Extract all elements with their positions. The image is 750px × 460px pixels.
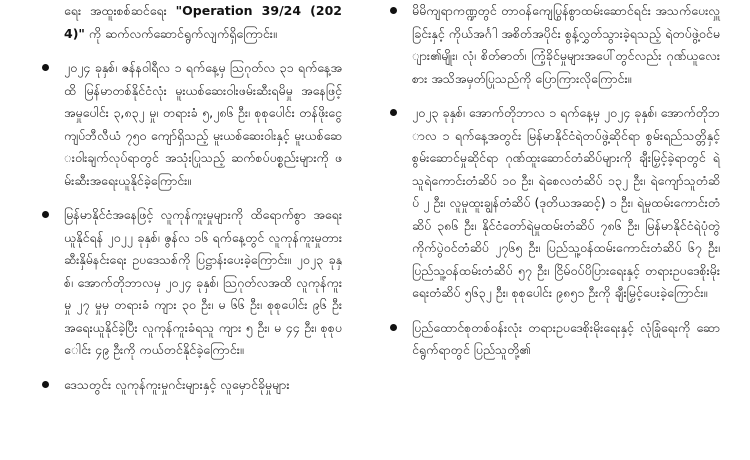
- intro-line-2: ကို ဆက်လက်ဆောင်ရွက်လျက်ရှိကြောင်း။: [88, 25, 277, 41]
- list-item-text: ပြည်ထောင်စုတစ်ဝန်းလုံး တရားဥပဒေစိုးမိုးရေးနှင့် လုံခြုံရေးကို ဆောင်ရွက်ရာတွင် ပြည်သူတို့၏: [412, 319, 720, 357]
- bullet-icon: [42, 381, 49, 388]
- bullet-icon: [390, 109, 397, 116]
- list-item: [390, 317, 720, 362]
- list-item-text: ၂၀၂၄ ခုနှစ်၊ ဇန်နဝါရီလ ၁ ရက်နေ့မှ ဩဂုတ်လ ၃၁ ရက်နေ့အထိ မြန်မာတစ်နိုင်ငံလုံး မူးယစ်ဆေးဝါးဖမ်းဆီးရမိမှု အနေဖြင့် အမှုပေါင်း ၃,၈၃၂ မှု၊ တရားခံ ၅,၂၈၆ ဦး၊ စုစုပေါင်း တန်ဖိုးငွေကျပ်ဘီလီယံ ၇၅၀ ကျော်ရှိသည့် မူးယစ်ဆေးဝါးနှင့် မူးယစ်ဆေးဝါးချက်လုပ်ရာတွင် အသုံးပြုသည့် ဆက်စပ်ပစ္စည်းများကို ဖမ်းဆီးအရေးယူနိုင်ခဲ့ကြောင်း။: [64, 60, 342, 188]
- list-item-text: ဒေသတွင်း လူကုန်ကူးမှုဂင်းများနှင့် လူမှောင်ခိုမှုများ: [64, 376, 290, 392]
- bullet-icon: [42, 211, 49, 218]
- list-item: [390, 102, 720, 305]
- intro-paragraph: [42, 0, 342, 45]
- intro-text: မိမိကျရာကဏ္ဍတွင် တာဝန်ကျေပြွန်စွာထမ်းဆောင်ရင်း အသက်ပေးလှူခြင်းနှင့် ကိုယ်အင်္ဂါ အစိတ်အပိုင်း စွန့်လွှတ်သွားခဲ့ရသည့် ရဲတပ်ဖွဲ့ဝင်များ၏မျိုး၊ လုံ၊ စိတ်ဓာတ်၊ ကြံ့ခိုင်မှုများအပေါ်တွင်လည်း ဂုဏ်ယူလေးစား အသိအမှတ်ပြုသည်ကို ပြောကြားလိုကြောင်း။: [412, 3, 720, 86]
- bullet-icon: [390, 7, 397, 14]
- intro-paragraph: [390, 0, 720, 90]
- left-column: [42, 0, 342, 408]
- bullet-icon: [390, 324, 397, 331]
- operation-name: "Operation 39/24 (2024)": [64, 3, 342, 41]
- list-item: [42, 57, 342, 192]
- bullet-icon: [42, 64, 49, 71]
- list-item: [42, 374, 342, 397]
- list-item-text: မြန်မာနိုင်ငံအနေဖြင့် လူကုန်ကူးမှုများကို ထိရောက်စွာ အရေးယူနိုင်ရန် ၂၀၂၂ ခုနှစ်၊ ဇွန်လ ၁၆ ရက်နေ့တွင် လူကုန်ကူးမှုတားဆီးနှိမ်နင်းရေး ဥပဒေသစ်ကို ပြဋ္ဌာန်းပေးခဲ့ကြောင်း။ ၂၀၂၃ ခုနှစ်၊ အောက်တိုဘာလမှ ၂၀၂၄ ခုနှစ်၊ ဩဂုတ်လအထိ လူကုန်ကူးမှု ၂၇ မှုမှ တရားခံ ကျား ၃၀ ဦး၊ မ ၆၆ ဦး၊ စုစုပေါင်း ၉၆ ဦး အရေးယူနိုင်ခဲ့ပြီး လူကုန်ကူးခံရသူ ကျား ၅ ဦး၊ မ ၄၄ ဦး၊ စုစုပေါင်း ၄၉ ဦးကို ကယ်တင်နိုင်ခဲ့ကြောင်း။: [64, 207, 342, 357]
- intro-line-1: ရေး အထူးစစ်ဆင်ရေး: [64, 3, 167, 18]
- list-item: [42, 204, 342, 362]
- list-item-text: ၂၀၂၃ ခုနှစ်၊ အောက်တိုဘာလ ၁ ရက်နေ့မှ ၂၀၂၄ ခုနှစ်၊ အောက်တိုဘာလ ၁ ရက်နေ့အတွင်း မြန်မာနိုင်ငံရဲတပ်ဖွဲ့ဆိုင်ရာ စွမ်းရည်သတ္တိနှင့် စွမ်းဆောင်မှုဆိုင်ရာ ဂုဏ်ထူးဆောင်တံဆိပ်များကို ချီးမြှင့်ခဲ့ရာတွင် ရဲသူရဲကောင်းတံဆိပ် ၁၀ ဦး၊ ရဲစေလတံဆိပ် ၁၃၂ ဦး၊ ရဲကျော်သူတံဆိပ် ၂ ဦး၊ လူမှုထူးချွန်တံဆိပ် (ဒုတိယအဆင့်) ၁ ဦး၊ ရဲမှုထမ်းကောင်းတံဆိပ် ၃၈၆ ဦး၊ နိုင်ငံတော်ရဲမှုထမ်းတံဆိပ် ၇၈၆ ဦး၊ မြန်မာနိုင်ငံရဲပုံတွဲကိုက်ပွဲဝင်တံဆိပ် ၂၇၆၅ ဦး၊ ပြည်သူ့ဝန်ထမ်းကောင်းတံဆိပ် ၆၇ ဦး၊ ပြည်သူ့ဝန်ထမ်းတံဆိပ် ၅၇ ဦး၊ ငြိမ်ဝပ်ပိပြားရေးနှင့် တရားဥပဒေစိုးမိုးရေးတံဆိပ် ၅၆၃၂ ဦး၊ စုစုပေါင်း ၉၈၅၁ ဦးကို ချီးမြှင့်ပေးခဲ့ကြောင်း။: [412, 105, 720, 300]
- right-column: [390, 0, 720, 374]
